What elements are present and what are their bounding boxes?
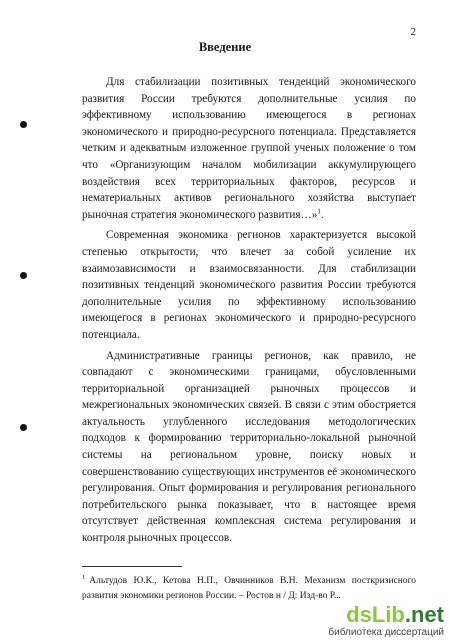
footnote-number: 1 bbox=[82, 573, 86, 581]
paragraph: Административные границы регионов, как правило, не совпадают с экономическими границами, обусловленными территориальной организацией рыночных процессов и межрегиональных экономических связей. В связи с этим обостряется актуальность углубленного исследования методологических подходов к формированию территориально-локальной рыночной системы на региональном уровне, поиску новых и совершенствованию существующих инструментов её экономического регулирования. Опыт формирования и регулирования регионального потребительского рынка показывает, что в настоящее время отсутствует действенная комплексная система регулирования и контроля рыночных процессов. bbox=[82, 349, 416, 545]
body-text bbox=[82, 74, 416, 551]
bullet-marker bbox=[20, 121, 27, 128]
footnote-text: Альтудов Ю.К., Кетова Н.П., Овчинников В.Н. Механизм посткризисного развития экономики регионов России. – Ростов н / Д: Изд-во Р... bbox=[82, 576, 416, 601]
page-title: Введение bbox=[198, 40, 252, 54]
footnote-rule bbox=[82, 566, 182, 567]
paragraph bbox=[82, 74, 416, 223]
paragraph: Современная экономика регионов характеризуется высокой степенью открытости, что влечет за собой усиление их взаимозависимости и взаимосвязанности. Для стабилизации позитивных тенденций экономического развития России требуются дополнительные усилия по эффективному использованию имеющегося в регионах экономического и природно-ресурсного потенциала. bbox=[82, 229, 416, 341]
watermark-logo[interactable] bbox=[304, 603, 444, 638]
bullet-marker bbox=[20, 272, 27, 279]
footnote-reference[interactable]: 1 bbox=[317, 207, 321, 216]
bullet-marker bbox=[20, 424, 27, 431]
paragraph-text: Для стабилизации позитивных тенденций экономического развития России требуются дополнительные усилия по эффективному использованию имеющегося в регионах экономического и природно-ресурсного потенциала. Представляется четким и адекватным изложенное группой ученых положение о том что «Организующим началом мобилизации аккумулирующего воздействия всех территориальных факторов, ресурсов и нематериальных активов регионального хозяйства выступает рыночная стратегия экономического развития…» bbox=[82, 76, 416, 221]
watermark-subtitle: библиотека диссертаций bbox=[328, 627, 444, 638]
paragraph-end-punctuation: . bbox=[320, 208, 324, 221]
page-number: 2 bbox=[410, 26, 416, 38]
footnote bbox=[82, 574, 416, 604]
watermark-logo-text: dsLib.net bbox=[346, 602, 444, 627]
